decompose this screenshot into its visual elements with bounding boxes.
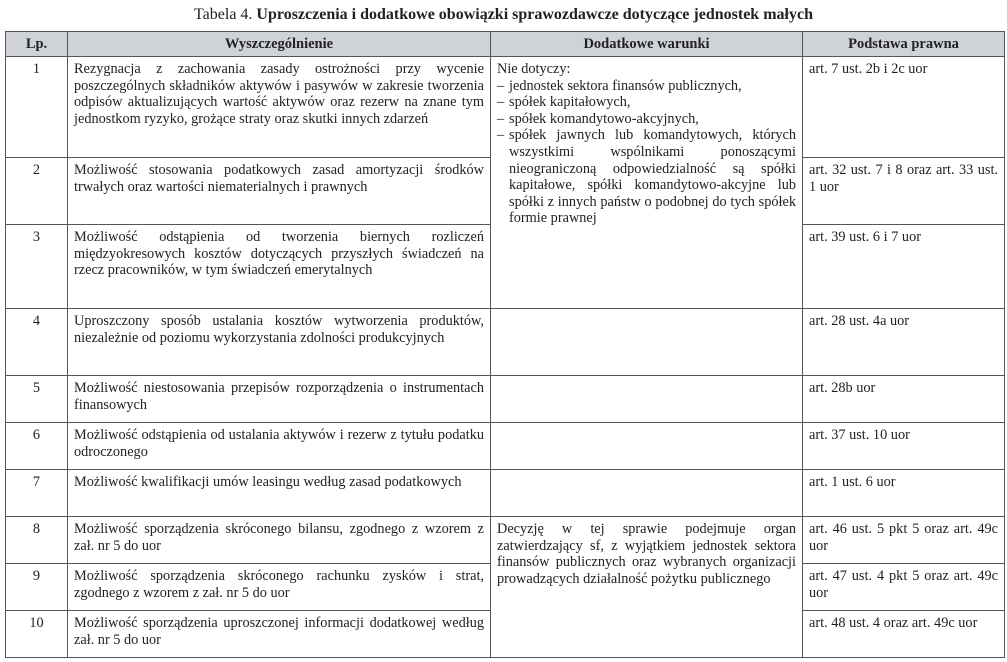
row-legal: art. 46 ust. 5 pkt 5 oraz art. 49c uor: [803, 517, 1005, 564]
row-legal: art. 1 ust. 6 uor: [803, 470, 1005, 517]
table-row: [6, 309, 1005, 376]
row-item: Możliwość sporządzenia skróconego rachunku zysków i strat, zgodnego z wzorem z zał. nr 5 do uor: [68, 564, 491, 611]
row-lp: 6: [6, 423, 68, 470]
conditions-empty: [491, 423, 803, 470]
row-legal: art. 28b uor: [803, 376, 1005, 423]
header-legal: Podstawa prawna: [803, 32, 1005, 57]
row-item: Możliwość sporządzenia uproszczonej informacji dodatkowej według zał. nr 5 do uor: [68, 611, 491, 658]
conditions-lead: Nie dotyczy:: [497, 61, 571, 77]
header-item: Wyszczególnienie: [68, 32, 491, 57]
row-item: Możliwość odstąpienia od ustalania aktywów i rezerw z tytułu podatku odroczonego: [68, 423, 491, 470]
row-item: Możliwość kwalifikacji umów leasingu według zasad podatkowych: [68, 470, 491, 517]
row-lp: 5: [6, 376, 68, 423]
table-caption: [0, 5, 1007, 25]
row-legal: art. 32 ust. 7 i 8 oraz art. 33 ust. 1 uor: [803, 158, 1005, 225]
conditions-list-item: – spółek jawnych lub komandytowych, których wszystkimi wspólnikami ponoszącymi nieograniczoną odpowiedzialność są spółki kapitałowe, spółki komandytowo-akcyjne lub spółki z innych państw o podobnej do tych spółek formie prawnej: [497, 127, 796, 227]
header-lp: Lp.: [6, 32, 68, 57]
table-header-row: [6, 32, 1005, 57]
conditions-empty: [491, 376, 803, 423]
row-lp: 2: [6, 158, 68, 225]
table-row: [6, 423, 1005, 470]
row-item: Uproszczony sposób ustalania kosztów wytworzenia produktów, niezależnie od poziomu wykorzystania zdolności produkcyjnych: [68, 309, 491, 376]
caption-prefix: Tabela 4.: [194, 6, 257, 23]
row-item: Możliwość odstąpienia od tworzenia biernych rozliczeń międzyokresowych kosztów dotyczących przyszłych świadczeń na rzecz pracowników, w tym świadczeń emerytalnych: [68, 225, 491, 309]
row-item: Możliwość sporządzenia skróconego bilansu, zgodnego z wzorem z zał. nr 5 do uor: [68, 517, 491, 564]
table-row: [6, 376, 1005, 423]
row-legal: art. 48 ust. 4 oraz art. 49c uor: [803, 611, 1005, 658]
row-lp: 7: [6, 470, 68, 517]
row-lp: 1: [6, 57, 68, 158]
conditions-list: [497, 78, 796, 227]
row-item: Rezygnacja z zachowania zasady ostrożności przy wycenie poszczególnych składników aktywów i pasywów w zakresie tworzenia odpisów aktualizujących wartość aktywów oraz rezerw na znane tym jednostkom ryzyko, grożące straty oraz skutki innych zdarzeń: [68, 57, 491, 158]
row-item: Możliwość niestosowania przepisów rozporządzenia o instrumentach finansowych: [68, 376, 491, 423]
conditions-list-item: – spółek kapitałowych,: [497, 94, 796, 111]
conditions-empty: [491, 470, 803, 517]
row-lp: 10: [6, 611, 68, 658]
row-lp: 8: [6, 517, 68, 564]
table-row: [6, 57, 1005, 158]
simplifications-table: [5, 31, 1005, 658]
caption-title: Uproszczenia i dodatkowe obowiązki sprawozdawcze dotyczące jednostek małych: [256, 6, 813, 23]
table-row: [6, 470, 1005, 517]
row-lp: 9: [6, 564, 68, 611]
conditions-group-2: Decyzję w tej sprawie podejmuje organ zatwierdzający sf, z wyjątkiem jednostek sektora finansów publicznych oraz wybranych organizacji prowadzących działalność pożytku publicznego: [491, 517, 803, 658]
header-conditions: Dodatkowe warunki: [491, 32, 803, 57]
row-lp: 3: [6, 225, 68, 309]
conditions-list-item: – jednostek sektora finansów publicznych,: [497, 78, 796, 95]
row-legal: art. 7 ust. 2b i 2c uor: [803, 57, 1005, 158]
conditions-group-1: [491, 57, 803, 309]
row-legal: art. 28 ust. 4a uor: [803, 309, 1005, 376]
row-legal: art. 39 ust. 6 i 7 uor: [803, 225, 1005, 309]
row-lp: 4: [6, 309, 68, 376]
table-row: [6, 517, 1005, 564]
row-item: Możliwość stosowania podatkowych zasad amortyzacji środków trwałych oraz wartości niematerialnych i prawnych: [68, 158, 491, 225]
conditions-empty: [491, 309, 803, 376]
row-legal: art. 47 ust. 4 pkt 5 oraz art. 49c uor: [803, 564, 1005, 611]
row-legal: art. 37 ust. 10 uor: [803, 423, 1005, 470]
conditions-list-item: – spółek komandytowo-akcyjnych,: [497, 111, 796, 128]
